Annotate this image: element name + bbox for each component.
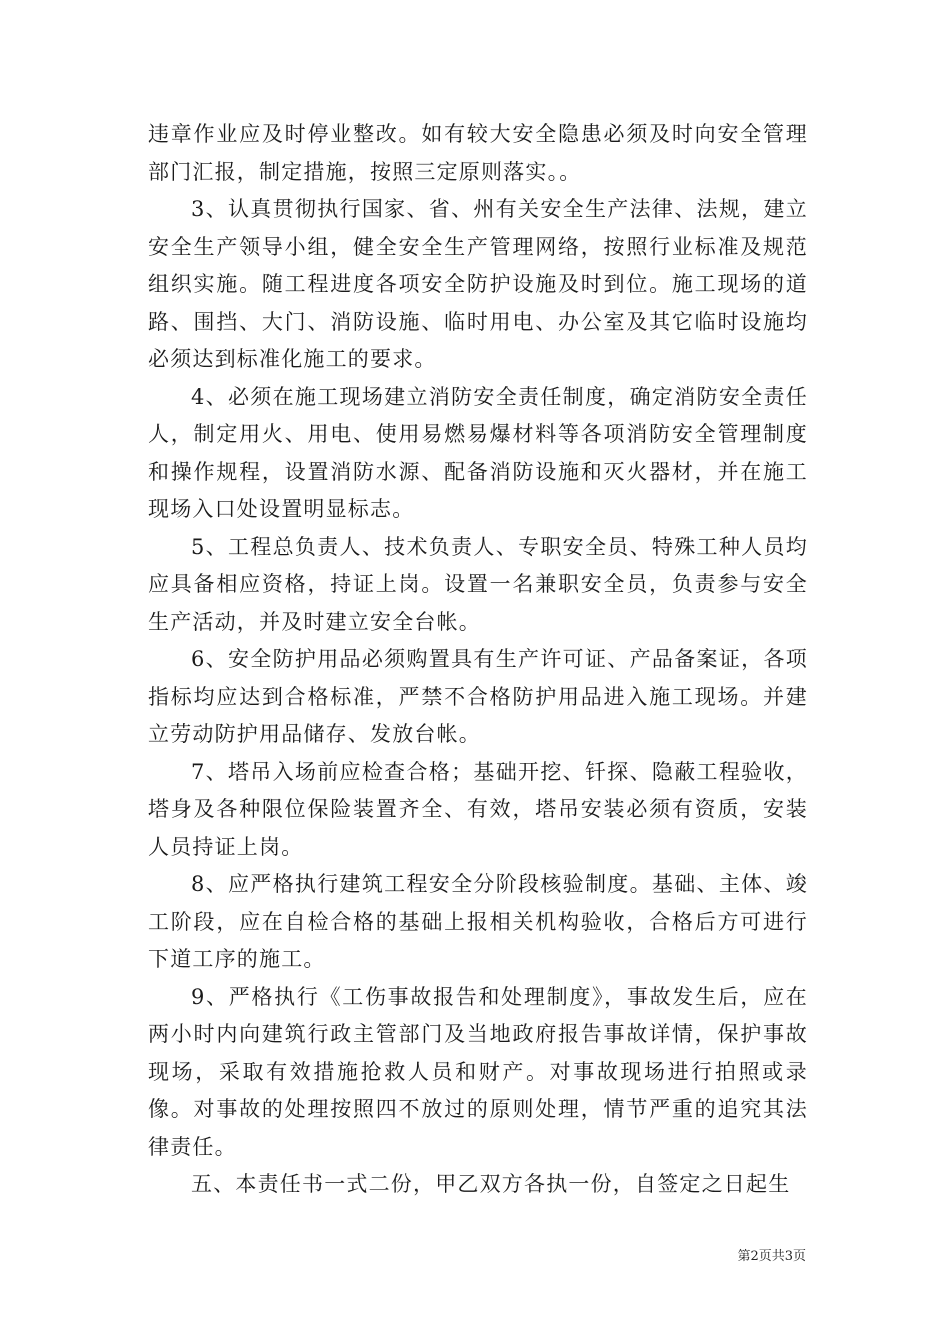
paragraph-item-4: 4、必须在施工现场建立消防安全责任制度，确定消防安全责任人，制定用火、用电、使用易燃易爆材料等各项消防安全管理制度和操作规程，设置消防水源、配备消防设施和灭火器材，并在施工现场入口处设置明显标志。 [148,384,808,521]
paragraph-item-7: 7、塔吊入场前应检查合格；基础开挖、钎探、隐蔽工程验收，塔身及各种限位保险装置齐全、有效，塔吊安装必须有资质，安装人员持证上岗。 [148,759,808,859]
document-body [148,116,808,1204]
paragraph-item-5: 5、工程总负责人、技术负责人、专职安全员、特殊工种人员均应具备相应资格，持证上岗。设置一名兼职安全员，负责参与安全生产活动，并及时建立安全台帐。 [148,534,808,634]
paragraph-continuation: 违章作业应及时停业整改。如有较大安全隐患必须及时向安全管理部门汇报，制定措施，按照三定原则落实。。 [148,122,808,184]
paragraph-section-5: 五、本责任书一式二份，甲乙双方各执一份，自签定之日起生 [191,1172,791,1196]
paragraph-item-9: 9、严格执行《工伤事故报告和处理制度》，事故发生后，应在两小时内向建筑行政主管部门及当地政府报告事故详情，保护事故现场，采取有效措施抢救人员和财产。对事故现场进行拍照或录像。对事故的处理按照四不放过的原则处理，情节严重的追究其法律责任。 [148,984,808,1159]
paragraph-item-3: 3、认真贯彻执行国家、省、州有关安全生产法律、法规，建立安全生产领导小组，健全安全生产管理网络，按照行业标准及规范组织实施。随工程进度各项安全防护设施及时到位。施工现场的道路、围挡、大门、消防设施、临时用电、办公室及其它临时设施均必须达到标准化施工的要求。 [148,197,808,371]
page-number-footer: 第2页共3页 [737,1249,806,1264]
paragraph-item-6: 6、安全防护用品必须购置具有生产许可证、产品备案证，各项指标均应达到合格标准，严禁不合格防护用品进入施工现场。并建立劳动防护用品储存、发放台帐。 [148,647,808,746]
paragraph-item-8: 8、应严格执行建筑工程安全分阶段核验制度。基础、主体、竣工阶段，应在自检合格的基础上报相关机构验收，合格后方可进行下道工序的施工。 [148,872,808,971]
